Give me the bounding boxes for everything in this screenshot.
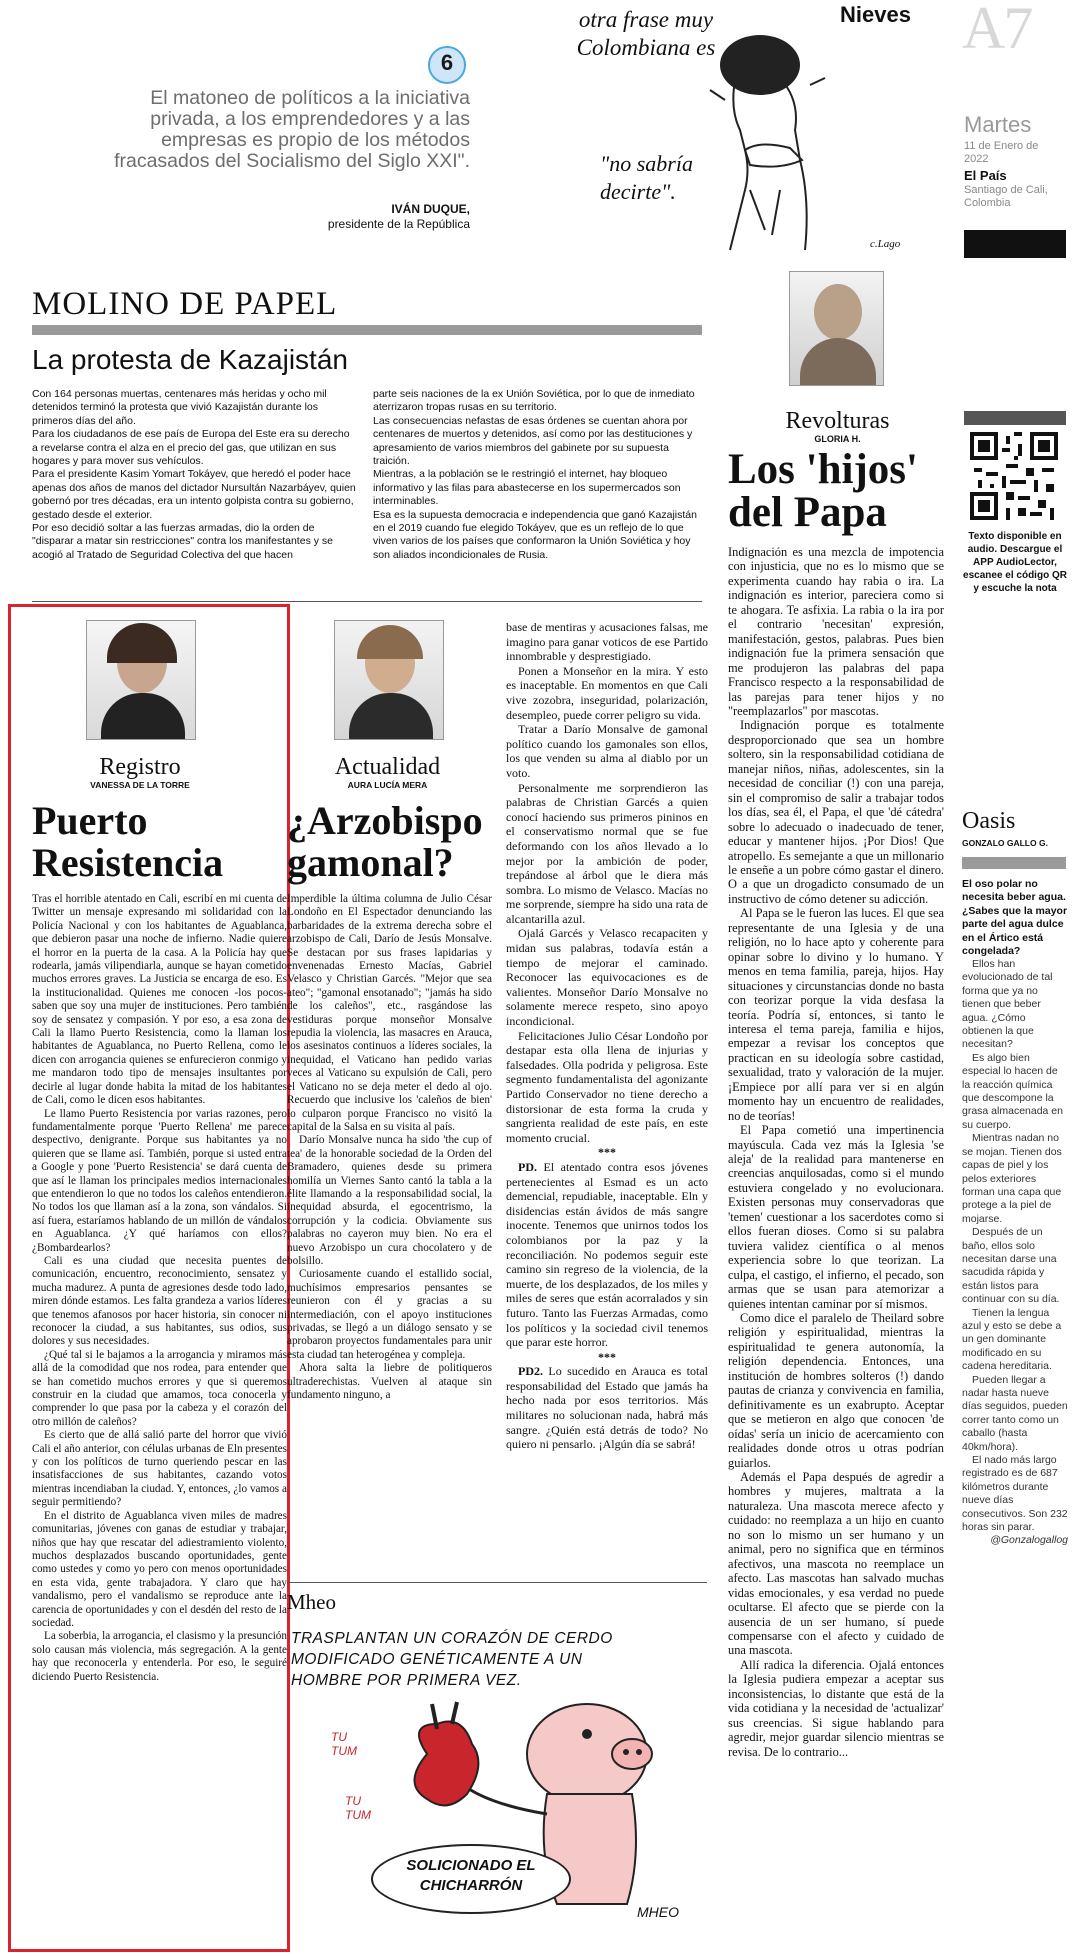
actualidad-paragraph: Felicitaciones Julio César Londoño por destapar esta olla llena de injurias y falsedades. Olla podrida y peligrosa. Este segmento fundamentalista del agonizante Partido Conservador no tiene derecho a distorsionar de esta forma la cruda y sangrienta realidad de este país, en este momento crucial. bbox=[506, 1028, 708, 1145]
registro-paragraph: La soberbia, la arrogancia, el clasismo y la presunción solo causan más violencia, más segregación. A la gente hay que reconocerla y entenderla. Por eso, le seguiré diciendo Puerto Resistencia. bbox=[32, 1630, 287, 1683]
revolturas-paragraph: Indignación es una mezcla de impotencia con injusticia, que no es lo mismo que se experimenta cuando hay rabia o ira. La indignación es interior, pareciera como si te ahogara. Te asfixia. La rabia o la ira por el contrario 'necesitan' expresión, manifestación, gestos, palabras. Pues bien indignación fue la primera sensación que me produjeron las palabras del papa Francisco respecto a la responsabilidad de las parejas para tener hijos y no "reemplazarlos" por mascotas. bbox=[728, 545, 944, 718]
oasis-paragraph: Pueden llegar a nadar hasta nueve días seguidos, pueden correr tanto como un caballo (hasta 40km/hora). bbox=[962, 1373, 1068, 1453]
actualidad-pd2 bbox=[506, 1364, 708, 1452]
molino-column-1 bbox=[32, 388, 357, 562]
registro-body bbox=[32, 893, 287, 1684]
qr-code[interactable] bbox=[970, 432, 1058, 520]
registro-author-photo bbox=[86, 620, 196, 740]
registro-paragraph: Es cierto que de allá salió parte del horror que vivió Cali el año anterior, con células urbanas de Eln presentes y con los políticos de turno queriendo pescar en las insatisfacciones de sus habitantes, cazando votos mientras incendiaban la ciudad. Y, entonces, ¿lo vamos a seguir permitiendo? bbox=[32, 1429, 287, 1509]
molino-section-title: MOLINO DE PAPEL bbox=[32, 286, 338, 322]
oasis-handle: @Gonzalogallog bbox=[990, 1534, 1068, 1547]
masthead-black-bar bbox=[964, 230, 1066, 258]
molino-paragraph: parte seis naciones de la ex Unión Soviética, por lo que de inmediato aterrizaron tropas rusas en su territorio. bbox=[373, 388, 695, 414]
quote-text: El matoneo de políticos a la iniciativa privada, a los emprendedores y a las empresas es propio de los métodos fracasados del Socialismo del Siglo XXI". bbox=[114, 87, 470, 172]
oasis-paragraph: Ellos han evolucionado de tal forma que ya no tienen que beber agua. ¿Cómo obtienen la que necesitan? bbox=[962, 958, 1053, 1051]
revolturas-author: GLORIA H. bbox=[814, 434, 861, 444]
revolturas-body bbox=[728, 545, 944, 1759]
revolturas-headline: Los 'hijos' del Papa bbox=[728, 446, 918, 536]
mheo-rule bbox=[287, 1582, 707, 1583]
molino-paragraph: Esa es la supuesta democracia e independencia que ganó Kazajistán en el 2019 cuando fue elegido Tokáyev, que es un reflejo de lo que viven varios de los países que conformaron la Unión Soviética y hoy son aliados incondicionales de Rusia. bbox=[373, 508, 697, 561]
quote-author-role: presidente de la República bbox=[327, 217, 470, 231]
audio-gray-bar bbox=[964, 411, 1066, 425]
molino-paragraph: Para los ciudadanos de ese país de Europa del Este era su derecho a revelarse contra el alza en el precio del gas, que utilizan en sus hogares y para mover sus vehículos. bbox=[32, 428, 350, 468]
separator-stars: *** bbox=[598, 1349, 616, 1364]
separator-stars: *** bbox=[598, 1145, 616, 1160]
actualidad-paragraph: Curiosamente cuando el estallido social, muchísimos empresarios pensantes se reunieron con él y gracias a su intermediación, con el apoyo instituciones privadas, se llegó a un diálogo sensato y se aprobaron proyectos fundamentales para unir esta ciudad tan heterogénea y compleja. bbox=[287, 1268, 492, 1361]
registro-author: VANESSA DE LA TORRE bbox=[90, 780, 190, 790]
mheo-title: Mheo bbox=[287, 1590, 336, 1614]
actualidad-column-name: Actualidad bbox=[334, 754, 441, 780]
registro-paragraph: Le llamo Puerto Resistencia por varias razones, pero fundamentalmente porque 'Puerto Rellena' me parece despectivo, denigrante. Porque sus habitantes ya no quieren que se llame así. También, porque si usted entra a Google y pone 'Puerto Resistencia' se dará cuenta de que así le llaman los principales medios internacionales que entendieron lo que no todos los caleños entendieron. No todos los que llaman así a la zona, son vándalos. Si así fuera, estaríamos hablando de un millón de vándalos en Aguablanca. ¿Y qué haríamos con ellos? ¿Bombardearlos? bbox=[32, 1107, 287, 1254]
registro-paragraph: Tras el horrible atentado en Cali, escribí en mi cuenta de Twitter un mensaje expresando mi solidaridad con la Policía Nacional y con los habitantes de Aguablanca, que debieron pasar una noche de infierno. Nadie quiere el horror en la puerta de la casa. A la Policía hay que rodearla, jamás vilipendiarla, aunque se hayan cometido muchos errores graves. La Justicia se encarga de eso. Es la institucionalidad. Quienes me conocen -los pocos- saben que soy una mujer de instituciones. Pero también soy de sensatez y compasión. Y por eso, a esa zona de Cali la llamo Puerto Resistencia, como la llaman los habitantes de Aguablanca, no Puerto Rellena, como le dicen con arrogancia quienes se enfurecieron conmigo y me mandaron todo tipo de mensajes insultantes por decirle al lugar donde habita la mitad de los habitantes de Cali, como le dicen esos habitantes. bbox=[32, 893, 287, 1107]
molino-rule bbox=[32, 601, 702, 602]
masthead-paper: El País bbox=[964, 168, 1007, 183]
actualidad-paragraph: Ojalá Garcés y Velasco recapaciten y midan sus palabras, todavía están a tiempo de mejorar el caminado. Reconocer las equivocaciones es de valientes. Monseñor Darío Monsalve no solamente merece respeto, sino apoyo incondicional. bbox=[506, 926, 708, 1029]
mheo-signature: MHEO bbox=[637, 1904, 679, 1920]
actualidad-paragraph: Ahora salta la liebre de politiqueros ultraderechistas. Vuelven al ataque sin fundamento ninguno, a bbox=[287, 1362, 492, 1402]
revolturas-paragraph: El Papa cometió una impertinencia mayúscula. Cada vez más la Iglesia 'se aleja' de la realidad para mantenerse en creencias anquilosadas, como si el mundo estuviera congelado y no evolucionara. Existen personas muy conservadoras que 'temen' cuestionar a los sacerdotes como si ellos fueran dioses. Como si su palabra tuviera validez científica o al menos experiencia sobre lo que teorizan. La culpa, el castigo, el infierno, el pecado, son armas que se usan para atemorizar a quienes intentan caminar por sí mismos. bbox=[728, 1123, 944, 1311]
mheo-tutum-1: TU TUM bbox=[331, 1730, 357, 1758]
actualidad-headline: ¿Arzobispo gamonal? bbox=[287, 798, 483, 885]
oasis-gray-bar bbox=[962, 857, 1066, 869]
molino-paragraph: Con 164 personas muertas, centenares más heridas y ocho mil detenidos terminó la protesta que vivió Kazajistán durante los primeros días del año. bbox=[32, 388, 327, 427]
pd1-text: El atentado contra esos jóvenes pertenecientes al Esmad es un acto demencial, repudiable, inaceptable. Eln y disidencias están ávidos de más sangre inocente. Tenemos que unirnos todos los colombianos por la paz y la reconciliación. No podemos seguir este camino sin regreso de la violencia, de la muerte, de los desplazados, de los miles y miles de seres que están acorralados y sin futuro. Tanto las Fuerzas Armadas, como los políticos y la sociedad civil tenemos que parar este horror. bbox=[506, 1159, 708, 1350]
actualidad-body-col1 bbox=[287, 893, 492, 1402]
actualidad-paragraph: Imperdible la última columna de Julio César Londoño en El Espectador denunciando las barbaridades de la extrema derecha sobre el arzobispo de Cali, Darío de Jesús Monsalve. Se destacan por sus frases lapidarias y envenenadas Ernesto Macías, Gabriel Velasco y Christian Garcés. "Mejor que sea ateo"; "gamonal ensotanado"; "jamás ha sido de los caleños", etc., rasgándose las vestiduras porque monseñor Monsalve repudia la violencia, las masacres en Arauca, los asesinatos continuos a líderes sociales, la inequidad, el Vaticano han pedido varias veces al Vaticano su expulsión de Cali, pero el Vaticano no se deja meter el dedo al ojo. Recuerdo que inclusive los 'caleños de bien' lo culparon porque Francisco no visitó la capital de la Salsa en su visita al país. bbox=[287, 893, 492, 1133]
masthead-city: Santiago de Cali, Colombia bbox=[964, 184, 1048, 209]
actualidad-paragraph: Darío Monsalve nunca ha sido 'the cup of tea' de la honorable sociedad de la Orden del Bramadero, quienes desde su primera homilía un Viernes Santo cantó la tabla a la élite llamando a la responsabilidad social, la inequidad absurda, el egocentrismo, la corrupción y la codicia. Obviamente sus palabras no cayeron muy bien. No era el nuevo Arzobispo un cura chocolatero y de bolsillo. bbox=[287, 1134, 492, 1267]
nieves-title: Nieves bbox=[840, 2, 911, 27]
actualidad-body-col2 bbox=[506, 620, 708, 1452]
pd2-text: Lo sucedido en Arauca es total responsabilidad del Estado que jamás ha hecho nada por esos territorios. Más militares no solucionan nada, habrá más sangre. ¿Quién está detrás de todo? No quiero ni pensarlo. ¡Algún día se sabrá! bbox=[506, 1364, 708, 1452]
registro-column-name: Registro bbox=[99, 754, 181, 780]
revolturas-author-photo bbox=[789, 271, 884, 386]
molino-paragraph: Para el presidente Kasim Yomart Tokáyev, que heredó el poder hace apenas dos años de manos del dictador Nursultán Nazarbáyev, quien gobernó por tres décadas, era un intento golpista contra su gobierno, gestado desde el exterior. bbox=[32, 468, 356, 521]
oasis-question: El oso polar no necesita beber agua. ¿Sabes que la mayor parte del agua dulce en el Ártico está congelada? bbox=[962, 878, 1068, 958]
pd2-label: PD2. bbox=[518, 1364, 543, 1379]
revolturas-paragraph: Además el Papa después de agredir a hombres y mujeres, maltrata a la naturaleza. Una mascota merece afecto y cuidado: no reemplaza a un hijo en cuanto no son lo mismo un ser humano y un animal, pero no significa que en términos afectivos, una mascota no reemplace un afecto. Las mascotas han salvado muchas vidas emocionales, y esa verdad no puede ocultarse. El afecto que se pierde con la ausencia de un ser humano, sí puede compensarse con el afecto y cuidado de una mascota. bbox=[728, 1470, 944, 1658]
pd1-label: PD. bbox=[518, 1159, 537, 1174]
molino-paragraph: Las consecuencias nefastas de esas órdenes se cuentan ahora por centenares de muertos y detenidos, así como por las destituciones y apresamiento de varios miembros del gabinete por su supuesta traición. bbox=[373, 414, 693, 468]
quote-section bbox=[40, 40, 480, 240]
registro-paragraph: Cali es una ciudad que necesita puentes de comunicación, encuentro, reconocimiento, sensatez y mucha madurez. A punta de agresiones desde todo lado, miren dónde estamos. Les falta grandeza a varios líderes que tenemos afanosos por hacer historia, sin conocer ni reconocer la ciudad, a sus habitantes, sus odios, sus dolores y sus necesidades. bbox=[32, 1254, 287, 1348]
revolturas-paragraph: Indignación porque es totalmente desproporcionado que sea un hombre soltero, sin la responsabilidad cotidiana de manejar niños, niñas, adolescentes, sin la necesidad de conciliar (!) con una pareja, sin el compromiso de salir a trabajar todos los días, sea él, el Papa, el que 'dé cátedra' sobre lo adecuado o inadecuado de tener, educar y mantener hijos. ¡Por Dios! Que atropello. Es semejante a que un millonario le enseñe a un pobre cómo gastar el dinero. O a que un drogadicto consumado de un instructivo de cómo detener su adicción. bbox=[728, 718, 944, 906]
molino-gray-bar bbox=[32, 325, 702, 335]
revolturas-paragraph: Al Papa se le fueron las luces. El que sea representante de una Iglesia y de una religión, no lo hace apto y coherente para opinar sobre lo divino y lo humano. Y menos en tema familia, pareja, hijos. Hay situaciones y circunstancias donde no basta con teorizar porque la vida desfasa la teoría. Podría sí, entonces, si tanto le interesa el tema pareja, familia e hijos, empezar a revisar los conceptos que practican en su ideología sobre castidad, sexualidad, trato y valoración de la mujer. ¡Empiece por allí para ver si en algún momento hay un encuentro de realidades, no de teorías! bbox=[728, 906, 944, 1123]
oasis-paragraph: El nado más largo registrado es de 687 kilómetros durante nueve días consecutivos. Son 232 horas sin parar. bbox=[962, 1454, 1068, 1534]
molino-column-2 bbox=[373, 388, 703, 562]
nieves-bottom-text: "no sabría decirte". bbox=[600, 151, 693, 204]
oasis-paragraph: Tienen la lengua azul y esto se debe a un gen dominante modificado en su cadena hereditaria. bbox=[962, 1306, 1062, 1373]
mheo-cartoon bbox=[287, 1624, 707, 1944]
oasis-paragraph: Mientras nadan no se mojan. Tienen dos capas de piel y los pelos exteriores forman una capa que protege a la piel de mojarse. bbox=[962, 1132, 1062, 1225]
actualidad-pd1 bbox=[506, 1160, 708, 1350]
quote-number: 6 bbox=[440, 50, 454, 75]
actualidad-author: AURA LUCÍA MERA bbox=[347, 780, 428, 790]
revolturas-paragraph: Allí radica la diferencia. Ojalá entonces la Iglesia pudiera empezar a aceptar sus inconsistencias, lo distante que está de la vida cotidiana y la necesidad de 'actualizar' sus creencias. Si sigue hablando para agredir, mejor guardar silencio mientras se revisa. De lo contrario... bbox=[728, 1657, 944, 1759]
actualidad-paragraph: Personalmente me sorprendieron las palabras de Christian Garcés a quien conocí haciendo sus primeros pininos en el conservatismo normal que se fue deformando con los años llevado a lo mejor por la ambición de poder, trepándose al árbol que le diera más sombra. Lo mismo de Velasco. Macías no me sorprende, siempre ha sido una rata de alcantarilla azul. bbox=[506, 780, 708, 926]
registro-paragraph: En el distrito de Aguablanca viven miles de madres comunitarias, jóvenes con ganas de estudiar y trabajar, niños que hay que rescatar del adiestramiento violento, muchos desplazados buscando oportunidades, gente como ustedes y como yo pero con menos oportunidades en esta vida, gente trabajadora. Y claro que hay vandalismo, pero el vandalismo se reproduce ante la carencia de oportunidades y con el desdén del resto de la sociedad. bbox=[32, 1509, 287, 1629]
quote-author: IVÁN DUQUE, bbox=[391, 202, 470, 216]
nieves-cartoon bbox=[540, 0, 940, 262]
revolturas-paragraph: Como dice el paralelo de Theilard sobre religión y espiritualidad, mientras la espiritualidad te genera autonomía, la religión dependencia. Entonces, una institución de hombres solteros (!) dando pautas de crianza y convivencia en familia, definitivamente es un exabrupto. Aceptar que se metieron en algo que conocen 'de oídas' sería un inicio de acercamiento con realidades donde otros u otras podrían guiarlos. bbox=[728, 1311, 944, 1470]
audio-note: Texto disponible en audio. Descargue el APP AudioLector, escanee el código QR y escuche la nota bbox=[963, 531, 1067, 594]
masthead-date: 11 de Enero de 2022 bbox=[964, 140, 1039, 165]
actualidad-paragraph: Ponen a Monseñor en la mira. Y esto es inaceptable. En momentos en que Cali vive zozobra, inseguridad, polarización, desempleo, puede correr peligro su vida. bbox=[506, 663, 708, 722]
oasis-paragraph: Es algo bien especial lo hacen de la reacción química que descompone la grasa almacenada en su cuerpo. bbox=[962, 1051, 1063, 1131]
oasis-paragraph: Después de un baño, ellos solo necesitan darse una sacudida rápida y están listos para continuar con su día. bbox=[962, 1226, 1060, 1306]
mheo-tutum-2: TU TUM bbox=[345, 1794, 371, 1822]
nieves-top-text: otra frase muy Colombiana es bbox=[576, 7, 716, 60]
masthead-day: Martes bbox=[964, 112, 1032, 137]
oasis-body bbox=[962, 958, 1068, 1548]
nieves-signature: c.Lago bbox=[870, 238, 901, 250]
registro-paragraph: ¿Qué tal si le bajamos a la arrogancia y miramos más allá de la comodidad que nos rodea, para entender que se han cometido muchos errores y que si queremos construir en la ciudad que amamos, toca conocerla y comprender lo que pasa por la cabeza y el corazón del otro millón de caleños? bbox=[32, 1348, 287, 1428]
oasis-column-name: Oasis bbox=[962, 808, 1016, 834]
actualidad-paragraph: Tratar a Darío Monsalve de gamonal político cuando los gamonales son ellos, los que venden su alma al diablo por un voto. bbox=[506, 722, 708, 780]
actualidad-author-photo bbox=[334, 620, 444, 740]
mheo-caption: TRASPLANTAN UN CORAZÓN DE CERDO MODIFICADO GENÉTICAMENTE A UN HOMBRE POR PRIMERA VEZ. bbox=[291, 1630, 613, 1689]
molino-headline: La protesta de Kazajistán bbox=[32, 344, 348, 375]
actualidad-paragraph: base de mentiras y acusaciones falsas, me imagino para ganar voticos de ese Partido innombrable y desprestigiado. bbox=[506, 620, 708, 664]
page-number: A7 bbox=[962, 0, 1032, 61]
mheo-bubble-text: SOLICIONADO EL CHICHARRÓN bbox=[406, 1857, 536, 1894]
revolturas-column-name: Revolturas bbox=[785, 408, 890, 434]
oasis-author: GONZALO GALLO G. bbox=[962, 838, 1048, 848]
molino-paragraph: Por eso decidió soltar a las fuerzas armadas, dio la orden de "disparar a matar sin restricciones" contra los manifestantes y se acogió al Tratado de Seguridad Colectiva del que hacen bbox=[32, 522, 333, 561]
registro-headline: Puerto Resistencia bbox=[32, 798, 224, 885]
nieves-drawing bbox=[690, 30, 850, 255]
molino-paragraph: Mientras, a la población se le restringió el internet, hay bloqueo informativo y las filas para abastecerse en los supermercados son interminables. bbox=[373, 468, 681, 508]
